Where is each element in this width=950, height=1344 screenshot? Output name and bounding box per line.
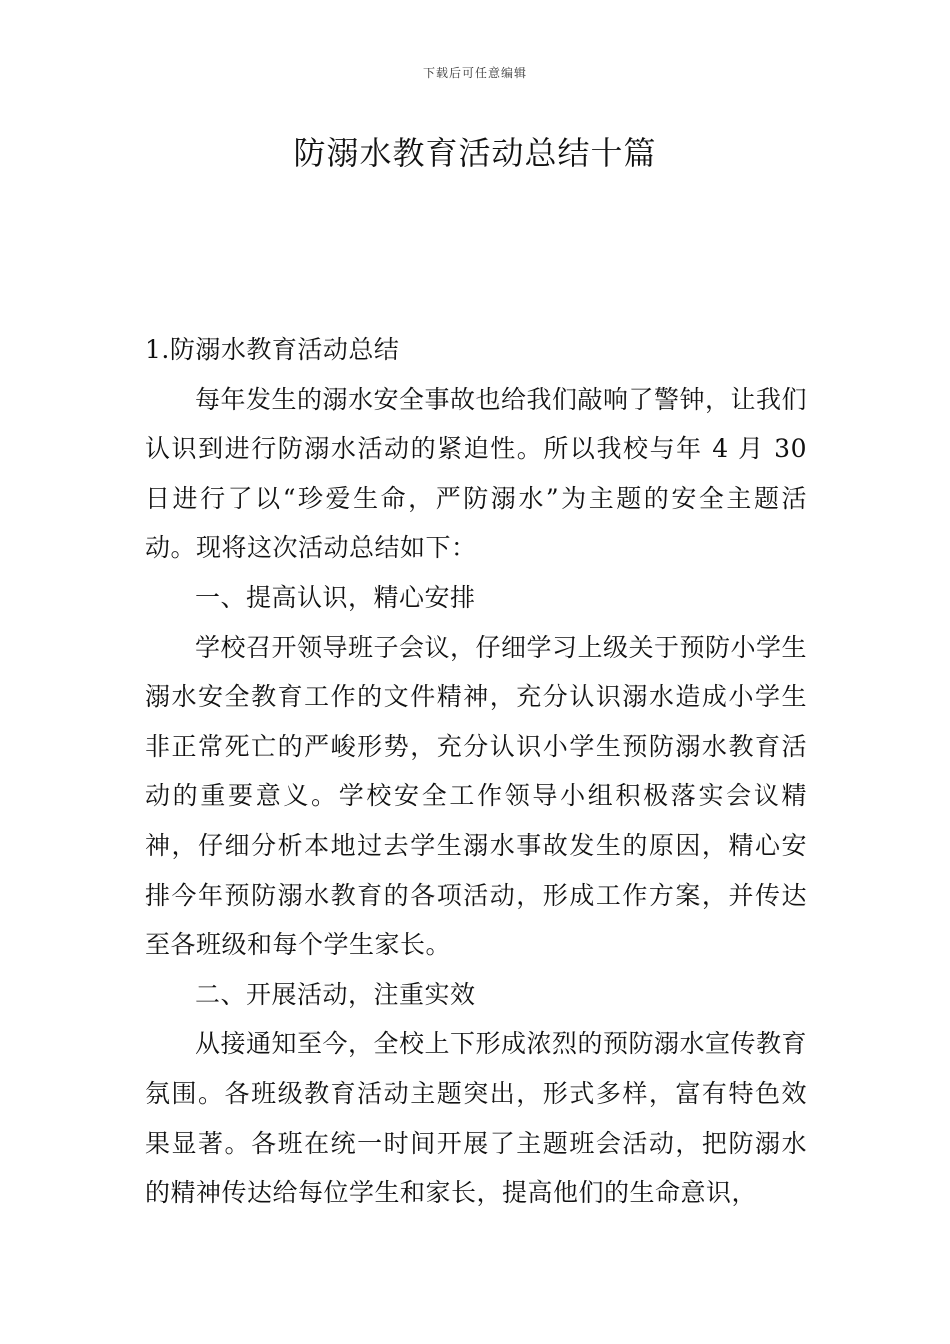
header-note: 下载后可任意编辑 bbox=[422, 66, 527, 80]
document-title: 防溺水教育活动总结十篇 bbox=[293, 134, 657, 172]
section-heading: 1.防溺水教育活动总结 bbox=[145, 335, 400, 364]
paragraph-activities: 从接通知至今，全校上下形成浓烈的预防溺水宣传教育氛围。各班级教育活动主题突出，形式多样，富有特色效果显著。各班在统一时间开展了主题班会活动，把防溺水的精神传达给每位学生和家长，提高他们的生命意识， bbox=[145, 1029, 808, 1208]
paragraph-intro: 每年发生的溺水安全事故也给我们敲响了警钟，让我们认识到进行防溺水活动的紧迫性。所以我校与年 4 月 30 日进行了以“珍爱生命，严防溺水”为主题的安全主题活动。现将这次活动总结如下： bbox=[145, 384, 808, 563]
document-body bbox=[145, 325, 807, 1218]
paragraph-arrangement: 学校召开领导班子会议，仔细学习上级关于预防小学生溺水安全教育工作的文件精神，充分认识溺水造成小学生非正常死亡的严峻形势，充分认识小学生预防溺水教育活动的重要意义。学校安全工作领导小组积极落实会议精神，仔细分析本地过去学生溺水事故发生的原因，精心安排今年预防溺水教育的各项活动，形成工作方案，并传达至各班级和每个学生家长。 bbox=[145, 632, 808, 960]
subheading-two: 二、开展活动，注重实效 bbox=[195, 979, 476, 1009]
subheading-one: 一、提高认识，精心安排 bbox=[195, 582, 476, 612]
